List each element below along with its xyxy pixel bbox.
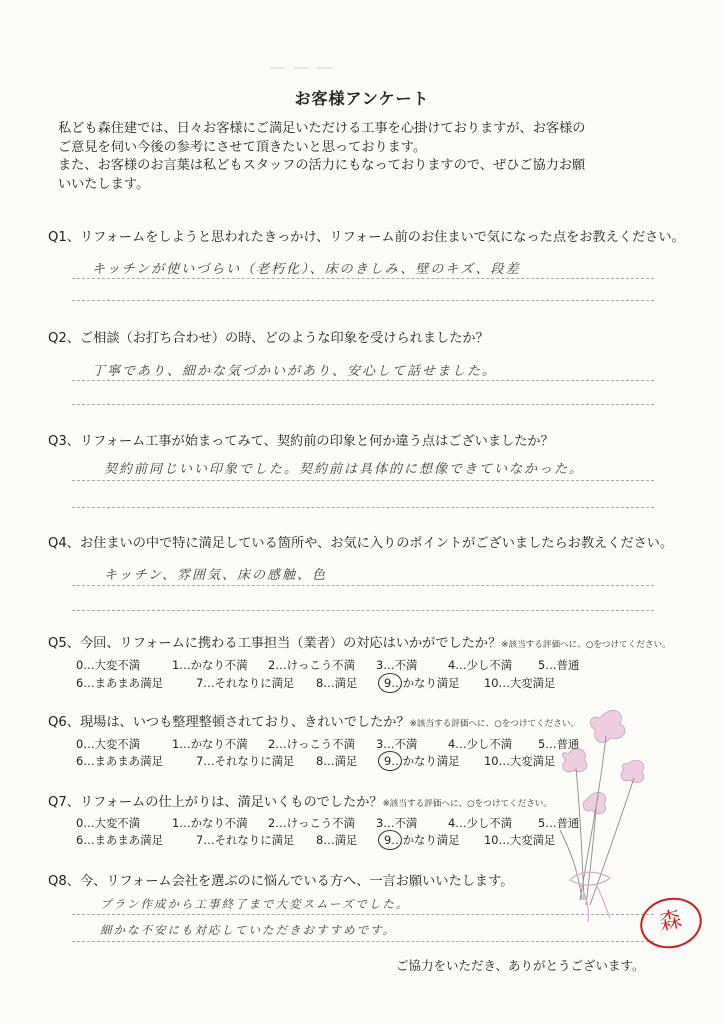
question-text: Q5、今回、リフォームに携わる工事担当（業者）の対応はいかがでしたか？ [48, 636, 502, 651]
instruction-note: ※該当する評価へに、○をつけてください。 [382, 799, 552, 809]
flower-sketch-illustration [540, 700, 660, 930]
answer-4: キッチン、雰囲気、床の感触、色 [104, 568, 328, 583]
rating-option-4[interactable]: 4…少し不満 [448, 816, 513, 830]
intro-line: 私ども森住建では、日々お客様にご満足いただける工事を心掛けておりますが、お客様の [58, 121, 586, 136]
thank-you-text: ご協力をいただき、ありがとうございます。 [396, 958, 645, 973]
rating-option-9[interactable]: 9…かなり満足 [384, 754, 460, 768]
rating-option-4[interactable]: 4…少し不満 [448, 737, 513, 751]
rating-option-2[interactable]: 2…けっこう不満 [268, 737, 355, 751]
answer-line [72, 380, 654, 381]
rating-option-3[interactable]: 3…不満 [376, 658, 418, 672]
selected-rating-circle [378, 751, 402, 771]
rating-option-3[interactable]: 3…不満 [376, 737, 418, 751]
instruction-note: ※該当する評価へに、○をつけてください。 [409, 719, 580, 729]
intro-line: また、お客様のお言葉は私どもスタッフの活力にもなっておりますので、ぜひご協力お願 [58, 158, 586, 173]
rating-option-8[interactable]: 8…満足 [316, 833, 358, 847]
selected-rating-circle [378, 830, 402, 850]
instruction-note: ※該当する評価へに、○をつけてください。 [501, 640, 671, 650]
rating-option-6[interactable]: 6…まあまあ満足 [76, 833, 163, 847]
rating-option-0[interactable]: 0…大変不満 [76, 737, 141, 751]
rating-option-9[interactable]: 9…かなり満足 [384, 833, 460, 847]
answer-line [72, 585, 654, 586]
question-5 [48, 632, 688, 651]
selected-rating-circle [378, 673, 402, 693]
answer-line [72, 300, 654, 301]
rating-option-7[interactable]: 7…それなりに満足 [196, 676, 295, 690]
rating-option-5[interactable]: 5…普通 [538, 737, 580, 751]
question-2: Q2、ご相談（お打ち合わせ）の時、どのような印象を受けられましたか？ [48, 331, 489, 346]
bleed-through-text: ― ― ― [270, 58, 335, 76]
rating-option-9[interactable]: 9…かなり満足 [384, 676, 460, 690]
answer-1: キッチンが使いづらい（老朽化）、床のきしみ、壁のキズ、段差 [92, 262, 521, 277]
intro-paragraph [58, 120, 678, 194]
rating-option-6[interactable]: 6…まあまあ満足 [76, 754, 163, 768]
rating-option-3[interactable]: 3…不満 [376, 816, 418, 830]
question-4: Q4、お住まいの中で特に満足している箇所や、お気に入りのポイントがございましたらお教えください。 [48, 536, 674, 551]
answer-line [72, 278, 654, 279]
rating-option-5[interactable]: 5…普通 [538, 658, 580, 672]
rating-option-1[interactable]: 1…かなり不満 [172, 737, 248, 751]
rating-option-8[interactable]: 8…満足 [316, 754, 358, 768]
answer-line [72, 610, 654, 611]
question-text: Q7、リフォームの仕上がりは、満足いくものでしたか？ [48, 795, 383, 810]
answer-line [72, 507, 654, 508]
answer-2: 丁寧であり、細かな気づかいがあり、安心して話せました。 [92, 364, 498, 379]
answer-8-line-2: 細かな不安にも対応していただきおすすめです。 [100, 923, 397, 937]
page-title: お客様アンケート [294, 89, 430, 108]
rating-option-7[interactable]: 7…それなりに満足 [196, 754, 295, 768]
rating-option-10[interactable]: 10…大変満足 [484, 754, 556, 768]
intro-line: ご意見を伺い今後の参考にさせて頂きたいと思っております。 [58, 139, 427, 155]
rating-option-4[interactable]: 4…少し不満 [448, 658, 513, 672]
answer-3: 契約前同じいい印象でした。契約前は具体的に想像できていなかった。 [104, 462, 585, 477]
rating-option-2[interactable]: 2…けっこう不満 [268, 816, 355, 830]
rating-option-7[interactable]: 7…それなりに満足 [196, 833, 295, 847]
rating-option-10[interactable]: 10…大変満足 [484, 833, 556, 847]
rating-option-0[interactable]: 0…大変不満 [76, 816, 141, 830]
question-text: Q6、現場は、いつも整理整頓されており、きれいでしたか？ [48, 715, 410, 730]
rating-option-1[interactable]: 1…かなり不満 [172, 658, 248, 672]
answer-8-line-1: プラン作成から工事終了まで大変スムーズでした。 [100, 897, 410, 911]
rating-option-8[interactable]: 8…満足 [316, 676, 358, 690]
rating-option-5[interactable]: 5…普通 [538, 816, 580, 830]
rating-option-10[interactable]: 10…大変満足 [484, 676, 556, 690]
answer-line [72, 480, 654, 481]
question-8: Q8、今、リフォーム会社を選ぶのに悩んでいる方へ、一言お願いいたします。 [48, 874, 514, 889]
rating-option-2[interactable]: 2…けっこう不満 [268, 658, 355, 672]
question-3: Q3、リフォーム工事が始まってみて、契約前の印象と何か違う点はございましたか？ [48, 434, 554, 449]
stamp-text: 森 [657, 907, 685, 937]
intro-line: いいたします。 [58, 176, 150, 192]
rating-option-1[interactable]: 1…かなり不満 [172, 816, 248, 830]
question-1: Q1、リフォームをしようと思われたきっかけ、リフォーム前のお住まいで気になった点をお教えください。 [48, 230, 685, 245]
answer-line [72, 404, 654, 405]
answer-line [72, 941, 654, 942]
rating-option-0[interactable]: 0…大変不満 [76, 658, 141, 672]
rating-option-6[interactable]: 6…まあまあ満足 [76, 676, 163, 690]
